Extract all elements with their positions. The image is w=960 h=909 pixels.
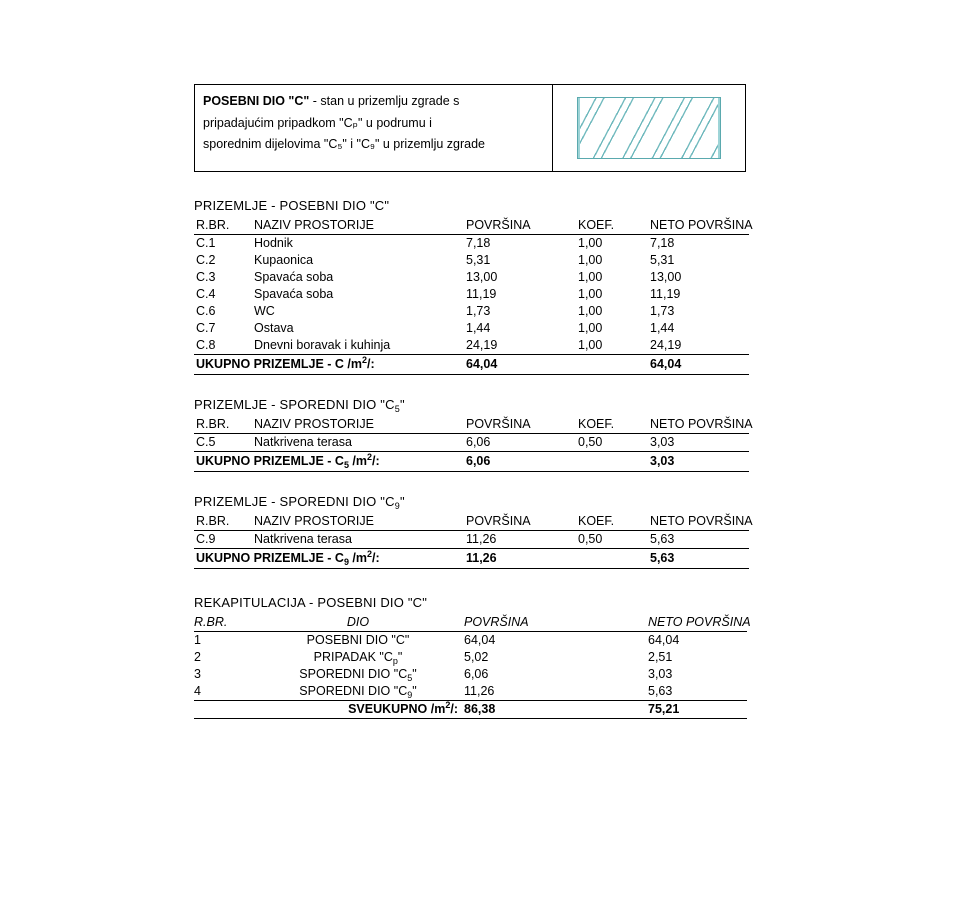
cell-koef: 0,50 [578,434,650,452]
table-rekapitulacija [194,614,751,719]
cell-povrsina: 11,26 [466,531,578,549]
table-posebni-dio-c [194,217,753,375]
header-povrsina: POVRŠINA [466,217,578,235]
table-sporedni-dio-c5 [194,416,753,472]
cell-neto: 7,18 [650,236,675,250]
table-total-row [194,549,749,569]
header-rbr: R.BR. [194,217,254,235]
cell-name: Ostava [254,321,294,335]
legend-description [195,85,553,171]
cell-name: Natkrivena terasa [254,434,466,452]
cell-koef: 1,00 [578,253,603,267]
header-naziv: NAZIV PROSTORIJE [254,217,466,235]
cell-povrsina: 11,26 [464,683,576,701]
cell-povrsina: 5,31 [466,253,491,267]
table-row [194,632,747,650]
table-total-row [194,701,747,719]
header-povrsina: POVRŠINA [466,513,578,531]
header-neto: NETO POVRŠINA [650,513,749,531]
total-neto: 75,21 [648,701,747,719]
legend-line2: pripadajućim pripadkom "Cₚ" u podrumu i [203,115,432,130]
table-row [194,269,749,286]
cell-rbr: C.2 [196,253,216,267]
total-spacer [194,701,252,719]
cell-neto: 11,19 [650,287,681,301]
cell-neto: 5,31 [650,253,675,267]
cell-dio: PRIPADAK "$C_p$" [313,650,403,666]
header-neto: NETO POVRŠINA [648,614,747,632]
total-label: SVEUKUPNO $/m^2/$: [252,701,464,719]
cell-povrsina: 64,04 [464,633,496,647]
header-rbr: R.BR. [194,614,252,632]
cell-rbr: 1 [194,633,201,647]
total-neto: 5,63 [650,549,749,569]
cell-neto: 24,19 [650,337,749,355]
cell-povrsina: 6,06 [466,434,578,452]
cell-dio: SPOREDNI DIO "$C_5$" [299,667,417,683]
cell-rbr: C.7 [196,321,216,335]
table-sporedni-dio-c9 [194,513,753,569]
legend-line3: sporednim dijelovima "C₅" i "C₉" u prizemlju zgrade [203,137,486,151]
block-posebni-dio-c [194,198,754,375]
block-title: PRIZEMLJE - SPOREDNI DIO "$C_5$" [194,397,405,414]
cell-koef: 1,00 [578,270,603,284]
legend-line1-rest: - stan u prizemlju zgrade s [309,94,460,108]
header-naziv: NAZIV PROSTORIJE [254,513,466,531]
header-koef: KOEF. [578,416,650,434]
cell-spacer [576,649,648,666]
header-spacer [576,614,648,632]
cell-spacer [576,666,648,683]
cell-spacer [576,632,648,650]
cell-rbr: 2 [194,650,201,664]
hatch-pattern-swatch [577,97,721,159]
area-schedule-sheet [194,198,754,741]
header-dio: DIO [252,614,464,632]
header-naziv: NAZIV PROSTORIJE [254,416,466,434]
cell-neto: 5,63 [650,531,749,549]
table-row [194,337,749,355]
table-header-row [194,416,749,434]
table-row [194,683,747,701]
table-row [194,320,749,337]
cell-koef: 1,00 [578,236,603,250]
table-header-row [194,217,749,235]
total-label: UKUPNO PRIZEMLJE - C $/m^2/$: [194,355,466,375]
cell-neto: 13,00 [650,270,682,284]
table-row [194,434,749,452]
total-label: UKUPNO PRIZEMLJE - $C_9$ $/m^2/$: [194,549,466,569]
header-rbr: R.BR. [194,513,254,531]
header-koef: KOEF. [578,217,650,235]
cell-povrsina: 11,19 [466,287,497,301]
cell-rbr: 3 [194,667,201,681]
cell-name: Kupaonica [254,253,314,267]
total-neto: 64,04 [650,355,749,375]
cell-rbr: C.1 [196,236,216,250]
cell-povrsina: 7,18 [466,236,491,250]
table-total-row [194,355,749,375]
cell-dio: SPOREDNI DIO "$C_9$" [252,683,464,701]
cell-koef: 1,00 [578,337,650,355]
legend-swatch-cell [553,85,745,171]
table-row [194,286,749,303]
cell-neto: 5,63 [648,683,747,701]
cell-neto: 1,73 [650,304,675,318]
header-povrsina: POVRŠINA [466,416,578,434]
cell-dio: POSEBNI DIO "C" [306,633,410,647]
legend-box [194,84,746,172]
cell-rbr: C.4 [196,287,216,301]
total-koef [578,355,650,375]
recap-title: REKAPITULACIJA - POSEBNI DIO "C" [194,595,428,610]
cell-koef: 1,00 [578,321,603,335]
cell-povrsina: 24,19 [466,337,578,355]
table-row [194,235,749,253]
cell-koef: 1,00 [578,304,603,318]
cell-koef: 0,50 [578,531,650,549]
cell-rbr: C.6 [196,304,216,318]
cell-spacer [576,683,648,701]
cell-neto: 3,03 [650,434,749,452]
table-row [194,666,747,683]
cell-neto: 64,04 [648,633,680,647]
cell-povrsina: 1,73 [466,304,491,318]
cell-name: Spavaća soba [254,287,334,301]
cell-name: Dnevni boravak i kuhinja [254,337,466,355]
total-povrsina: 6,06 [466,452,578,472]
table-header-row [194,513,749,531]
header-rbr: R.BR. [194,416,254,434]
total-koef [578,549,650,569]
block-rekapitulacija [194,595,754,719]
total-povrsina: 64,04 [466,355,578,375]
total-label: UKUPNO PRIZEMLJE - $C_5$ $/m^2/$: [194,452,466,472]
cell-povrsina: 5,02 [464,650,489,664]
block-sporedni-dio-c9 [194,494,754,569]
cell-neto: 2,51 [648,650,673,664]
table-header-row [194,614,747,632]
total-spacer-2 [576,701,648,719]
cell-povrsina: 6,06 [464,667,489,681]
total-povrsina: 86,38 [464,701,576,719]
total-neto: 3,03 [650,452,749,472]
header-neto: NETO POVRŠINA [650,217,749,235]
table-row [194,649,747,666]
cell-name: Natkrivena terasa [254,531,466,549]
cell-name: WC [254,304,275,318]
header-povrsina: POVRŠINA [464,614,576,632]
cell-rbr: C.8 [196,338,216,352]
cell-rbr: C.3 [196,270,216,284]
block-title: PRIZEMLJE - POSEBNI DIO "C" [194,198,390,213]
total-povrsina: 11,26 [466,549,578,569]
cell-povrsina: 1,44 [466,321,491,335]
cell-povrsina: 13,00 [466,270,498,284]
table-row [194,531,749,549]
total-koef [578,452,650,472]
cell-rbr: C.9 [196,532,216,546]
cell-rbr: 4 [194,684,201,698]
table-row [194,303,749,320]
cell-koef: 1,00 [578,287,603,301]
block-title: PRIZEMLJE - SPOREDNI DIO "$C_9$" [194,494,405,511]
cell-name: Spavaća soba [254,270,334,284]
cell-neto: 1,44 [650,321,675,335]
table-row [194,252,749,269]
block-sporedni-dio-c5 [194,397,754,472]
table-total-row [194,452,749,472]
header-koef: KOEF. [578,513,650,531]
cell-name: Hodnik [254,236,293,250]
legend-title: POSEBNI DIO "C" [203,94,310,108]
cell-neto: 3,03 [648,667,673,681]
header-neto: NETO POVRŠINA [650,416,749,434]
cell-rbr: C.5 [196,435,216,449]
